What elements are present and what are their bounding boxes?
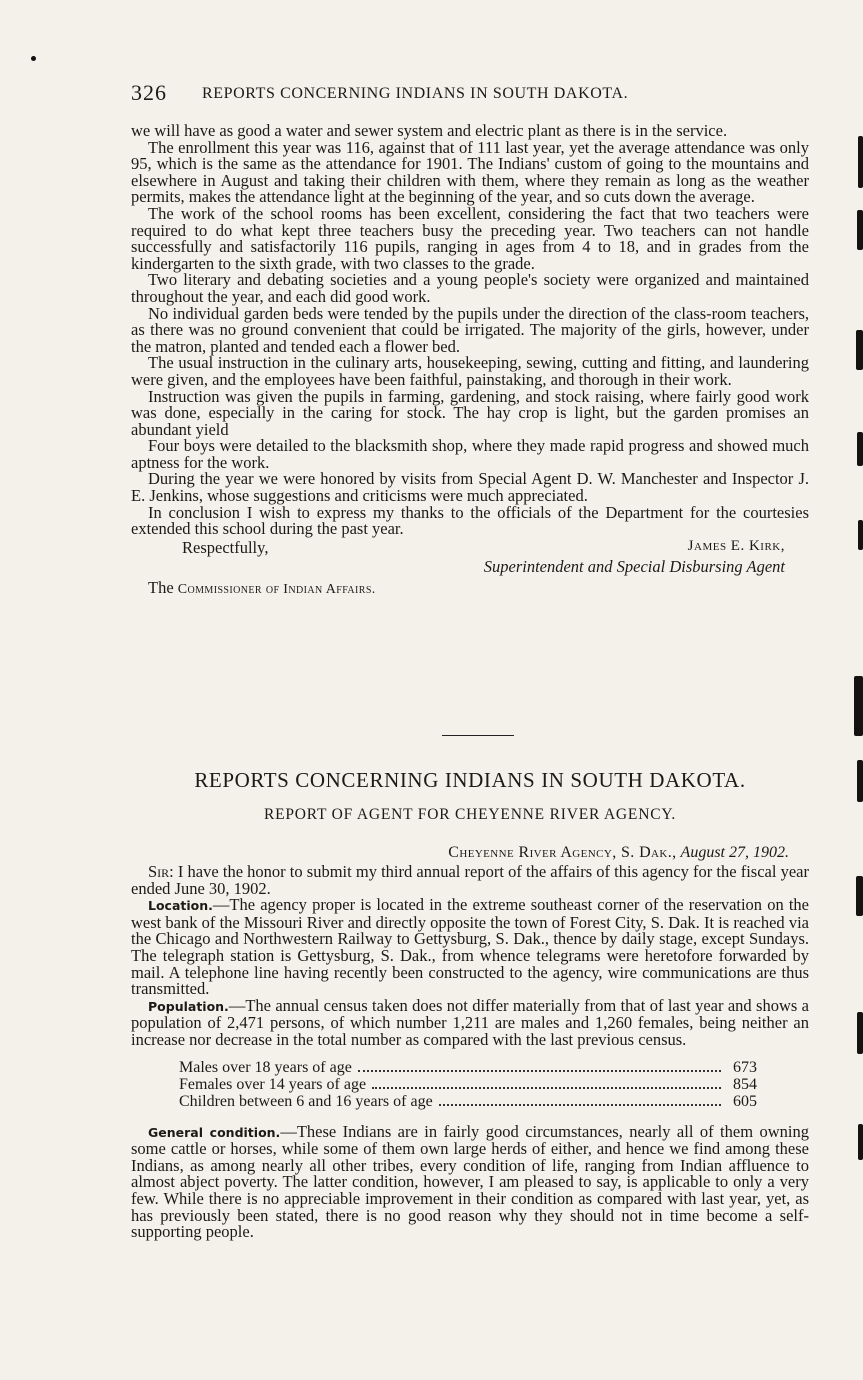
location-heading: Location. xyxy=(148,898,213,914)
binding-edge-mark xyxy=(858,1124,863,1160)
table-row xyxy=(179,1059,757,1076)
section-divider xyxy=(442,735,514,736)
general-condition-heading: General condition. xyxy=(148,1124,281,1140)
dot-leader xyxy=(439,1093,721,1106)
paragraph: Instruction was given the pupils in farming, gardening, and stock raising, where fairly good work was done, especially in the caring for stock. The hay crop is light, but the garden promises an abundant yield xyxy=(131,386,809,439)
row-value: 854 xyxy=(733,1075,757,1093)
paragraph: The work of the school rooms has been excellent, considering the fact that two teachers were required to do what kept three teachers busy the preceding year. Two teachers can not handle successfully and satisfactorily 116 pupils, ranging in ages from 4 to 18, and in grades from the kindergarten to the sixth grade, with two classes to the grade. xyxy=(131,203,809,273)
paragraph: Four boys were detailed to the blacksmith shop, where they made rapid progress and showed much aptness for the work. xyxy=(131,436,809,472)
dot-leader xyxy=(372,1076,721,1089)
binding-edge-mark xyxy=(858,136,863,188)
ink-speck xyxy=(31,56,36,61)
paragraph: Two literary and debating societies and a young people's society were organized and maintained throughout the year, and each did good work. xyxy=(131,270,809,306)
signature-line xyxy=(131,538,809,557)
agency-report-body xyxy=(131,844,809,1241)
row-label: Males over 18 years of age xyxy=(179,1058,352,1076)
dateline-date: August 27, 1902. xyxy=(680,844,789,861)
table-row xyxy=(179,1093,757,1110)
population-table xyxy=(179,1059,757,1110)
addressee xyxy=(148,578,809,598)
general-condition-text: —These Indians are in fairly good circumstances, nearly all of them owning some cattle or horses, while some of them own large herds of either, and hence we find among these Indians, as among nearly all other tribes, every condition of life, ranging from Indian affluence to almost abject poverty. The latter condition, however, I am pleased to say, is applicable to only a very few. While there is no appreciable improvement in their condition as compared with last year, yet, as has previously been stated, there is no good reason why they should not in time become a self-supporting people. xyxy=(131,1121,809,1242)
addressee-prefix: The xyxy=(148,577,174,597)
binding-edge-mark xyxy=(854,676,863,736)
running-header xyxy=(131,80,811,106)
population-text: —The annual census taken does not differ materially from that of last year and shows a population of 2,471 persons, of which number 1,211 are males and 1,260 females, being neither an increase nor decrease in the total number as compared with the last previous census. xyxy=(131,995,809,1049)
paragraph: In conclusion I wish to express my thanks to the officials of the Department for the courtesies extended this school during the past year. xyxy=(131,502,809,539)
paragraph: The enrollment this year was 116, against that of 111 last year, yet the average attendance was only 95, which is the same as the attendance for 1901. The Indians' custom of going to the mountains and elsewhere in August and taking their children with them, where they remain as long as the weather permits, makes the attendance light at the beginning of the year, and so cuts down the average. xyxy=(131,137,809,207)
paragraph: we will have as good a water and sewer system and electric plant as there is in the service. xyxy=(131,121,728,140)
row-value: 605 xyxy=(733,1092,757,1110)
paragraph: The usual instruction in the culinary arts, housekeeping, sewing, cutting and fitting, and laundering were given, and the employees have been faithful, painstaking, and thorough in their work. xyxy=(131,353,809,389)
binding-edge-mark xyxy=(857,210,863,250)
row-label: Females over 14 years of age xyxy=(179,1075,367,1093)
dateline-place: Cheyenne River Agency, S. Dak., xyxy=(448,844,677,861)
binding-edge-mark xyxy=(856,330,863,370)
closing: Respectfully, xyxy=(182,537,269,557)
row-value: 673 xyxy=(733,1058,757,1076)
intro-text: I have the honor to submit my third annual report of the affairs of this agency for the fiscal year ended June 30, 1902. xyxy=(131,862,809,898)
dot-leader xyxy=(358,1059,721,1072)
signer-title-line xyxy=(131,557,809,576)
binding-edge-mark xyxy=(857,1012,863,1054)
section-subtitle: REPORT OF AGENT FOR CHEYENNE RIVER AGENCY. xyxy=(263,806,677,823)
binding-edge-mark xyxy=(858,520,863,550)
population-heading: Population. xyxy=(148,998,229,1014)
binding-edge-mark xyxy=(857,760,863,802)
paragraph: No individual garden beds were tended by the pupils under the direction of the class-room teachers, as there was no ground convenient that could be irrigated. The majority of the girls, however, under the matron, planted and tended each a flower bed. xyxy=(131,303,809,356)
previous-report-body xyxy=(131,123,809,598)
location-paragraph xyxy=(131,897,809,998)
page-number: 326 xyxy=(131,80,167,105)
population-paragraph xyxy=(131,995,809,1049)
paragraph: During the year we were honored by visits from Special Agent D. W. Manchester and Inspector J. E. Jenkins, whose suggestions and criticisms were much appreciated. xyxy=(131,469,809,506)
row-label: Children between 6 and 16 years of age xyxy=(179,1092,433,1110)
signer-title: Superintendent and Special Disbursing Agent xyxy=(483,556,785,576)
table-row xyxy=(179,1076,757,1093)
section-title: REPORTS CONCERNING INDIANS IN SOUTH DAKOTA. xyxy=(194,768,746,792)
salutation: Sir: xyxy=(148,862,174,881)
binding-edge-mark xyxy=(857,432,863,466)
addressee-name: Commissioner of Indian Affairs. xyxy=(177,581,376,597)
dateline xyxy=(131,844,809,864)
general-condition-paragraph xyxy=(131,1121,809,1242)
location-text: —The agency proper is located in the extreme southeast corner of the reservation on the west bank of the Missouri River and directly opposite the town of Forest City, S. Dak. It is reached via the Chicago and Northwestern Railway to Gettysburg, S. Dak., thence by daily stage, except Sundays. The telegraph station is Gettysburg, S. Dak., from whence telegrams were heretofore forwarded by mail. A telephone line having recently been constructed to the agency, wire communications are thus transmitted. xyxy=(131,895,809,999)
signer-name: James E. Kirk, xyxy=(687,537,785,554)
intro-paragraph xyxy=(131,864,809,897)
binding-edge-mark xyxy=(856,876,863,916)
running-title: REPORTS CONCERNING INDIANS IN SOUTH DAKOTA. xyxy=(202,85,629,102)
